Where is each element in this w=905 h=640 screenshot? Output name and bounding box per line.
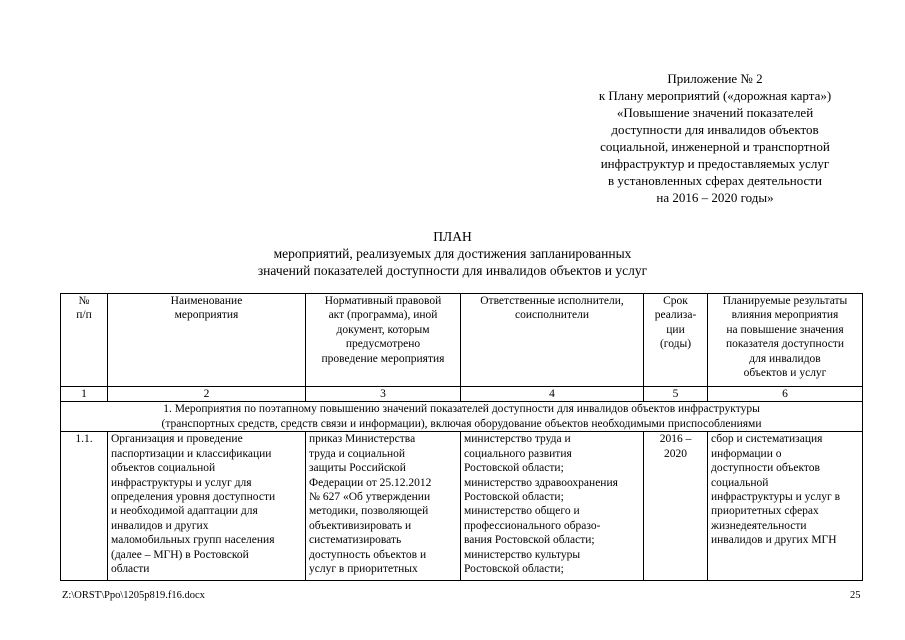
cell-text: определения уровня доступности xyxy=(111,491,276,504)
row-results xyxy=(708,432,863,581)
header-text: на повышение значения xyxy=(726,323,844,336)
cell-text: маломобильных групп населения xyxy=(111,534,275,547)
appendix-line: к Плану мероприятий («дорожная карта») xyxy=(598,88,832,103)
appendix-line: «Повышение значений показателей xyxy=(616,105,814,120)
header-text: п/п xyxy=(76,309,92,322)
cell-text: Ростовской области; xyxy=(464,563,564,576)
cell-text: Организация и проведение xyxy=(111,433,243,446)
row-term xyxy=(644,432,708,581)
cell-text: защиты Российской xyxy=(309,462,406,475)
cell-text: министерство труда и xyxy=(464,433,571,446)
column-number: 6 xyxy=(708,387,863,402)
cell-text: доступность объектов и xyxy=(309,548,427,561)
plan-heading: ПЛАН xyxy=(433,229,472,244)
cell-text: инфраструктуры и услуг для xyxy=(111,476,252,489)
row-legal-act xyxy=(306,432,461,581)
header-text: акт (программа), иной xyxy=(328,309,438,322)
column-number: 5 xyxy=(644,387,708,402)
plan-subtitle-line: мероприятий, реализуемых для достижения запланированных xyxy=(273,246,632,261)
header-text: № xyxy=(78,295,90,307)
row-event-name xyxy=(108,432,306,581)
cell-text: сбор и систематизация xyxy=(711,433,823,446)
plan-subtitle-line: значений показателей доступности для инвалидов объектов и услуг xyxy=(257,263,648,278)
cell-text: доступности объектов xyxy=(711,462,820,475)
cell-text: министерство культуры xyxy=(464,548,581,561)
section-text: (транспортных средств, средств связи и информации), включая оборудование объектов необходимыми приспособлениями xyxy=(161,417,762,430)
header-text: влияния мероприятия xyxy=(731,309,839,322)
header-text: (годы) xyxy=(659,338,692,351)
appendix-line: инфраструктур и предоставляемых услуг xyxy=(600,156,830,171)
header-text: Наименование xyxy=(170,295,243,307)
cell-text: (далее – МГН) в Ростовской xyxy=(111,548,249,561)
column-number: 1 xyxy=(61,387,108,402)
cell-text: приоритетных сферах xyxy=(711,505,819,518)
cell-text: инфраструктуры и услуг в xyxy=(711,491,841,504)
column-number-row xyxy=(61,387,863,402)
header-event-name xyxy=(108,294,306,387)
cell-text: инвалидов и других МГН xyxy=(711,534,837,547)
appendix-header xyxy=(570,70,860,206)
cell-text: Ростовской области; xyxy=(464,462,564,475)
cell-text: области xyxy=(111,563,150,576)
cell-text: информации о xyxy=(711,447,782,460)
cell-text: и необходимой адаптации для xyxy=(111,505,258,518)
cell-text: № 627 «Об утверждении xyxy=(309,491,431,504)
column-number: 4 xyxy=(461,387,644,402)
cell-text: профессионального образо- xyxy=(464,519,601,532)
cell-text: паспортизации и классификации xyxy=(111,447,272,460)
plan-title xyxy=(0,228,905,279)
table-header-row xyxy=(61,294,863,387)
header-text: Нормативный правовой xyxy=(324,295,442,307)
cell-text: объективизировать и xyxy=(309,519,412,532)
row-number: 1.1. xyxy=(61,432,108,581)
cell-text: министерство общего и xyxy=(464,505,580,518)
column-number: 3 xyxy=(306,387,461,402)
header-text: для инвалидов xyxy=(749,352,821,365)
header-text: Ответственные исполнители, xyxy=(480,295,624,307)
plan-table xyxy=(60,293,863,581)
section-text: 1. Мероприятия по поэтапному повышению значений показателей доступности для инвалидов объектов инфраструктуры xyxy=(163,403,760,416)
footer-file-path: Z:\ORST\Ppo\1205p819.f16.docx xyxy=(62,590,205,601)
header-text: Срок xyxy=(663,295,688,307)
header-term xyxy=(644,294,708,387)
header-text: реализа- xyxy=(654,309,697,322)
header-text: показателя доступности xyxy=(725,338,845,351)
header-text: ции xyxy=(666,323,685,336)
section-heading xyxy=(61,402,863,432)
cell-text: объектов социальной xyxy=(111,462,216,475)
cell-text: Ростовской области; xyxy=(464,491,564,504)
header-text: проведение мероприятия xyxy=(321,352,445,365)
cell-text: инвалидов и других xyxy=(111,519,209,532)
row-responsible xyxy=(461,432,644,581)
appendix-line: на 2016 – 2020 годы» xyxy=(656,190,774,205)
header-text: документ, которым xyxy=(336,323,430,336)
cell-text: министерство здравоохранения xyxy=(464,476,618,489)
cell-text: систематизировать xyxy=(309,534,402,547)
cell-text: вания Ростовской области; xyxy=(464,534,595,547)
cell-text: труда и социальной xyxy=(309,447,406,460)
header-responsible xyxy=(461,294,644,387)
header-text: мероприятия xyxy=(174,309,239,322)
appendix-line: Приложение № 2 xyxy=(667,71,763,86)
table-row xyxy=(61,432,863,581)
section-row xyxy=(61,402,863,432)
header-text: предусмотрено xyxy=(345,338,421,351)
column-number: 2 xyxy=(108,387,306,402)
cell-text: приказ Министерства xyxy=(309,433,416,446)
header-text: Планируемые результаты xyxy=(722,295,848,307)
cell-text: социальной xyxy=(711,476,769,489)
header-text: соисполнители xyxy=(515,309,589,322)
header-text: объектов и услуг xyxy=(743,367,827,380)
footer-page-number: 25 xyxy=(850,590,861,601)
appendix-line: в установленных сферах деятельности xyxy=(608,173,822,188)
cell-text: 2020 xyxy=(664,447,687,460)
appendix-line: социальной, инженерной и транспортной xyxy=(600,139,830,154)
header-number xyxy=(61,294,108,387)
cell-text: услуг в приоритетных xyxy=(309,563,418,576)
cell-text: социального развития xyxy=(464,447,572,460)
cell-text: жизнедеятельности xyxy=(711,519,807,532)
cell-text: 2016 – xyxy=(659,433,692,446)
cell-text: методики, позволяющей xyxy=(309,505,429,518)
cell-text: Федерации от 25.12.2012 xyxy=(309,476,432,489)
appendix-line: доступности для инвалидов объектов xyxy=(611,122,819,137)
header-results xyxy=(708,294,863,387)
header-legal-act xyxy=(306,294,461,387)
